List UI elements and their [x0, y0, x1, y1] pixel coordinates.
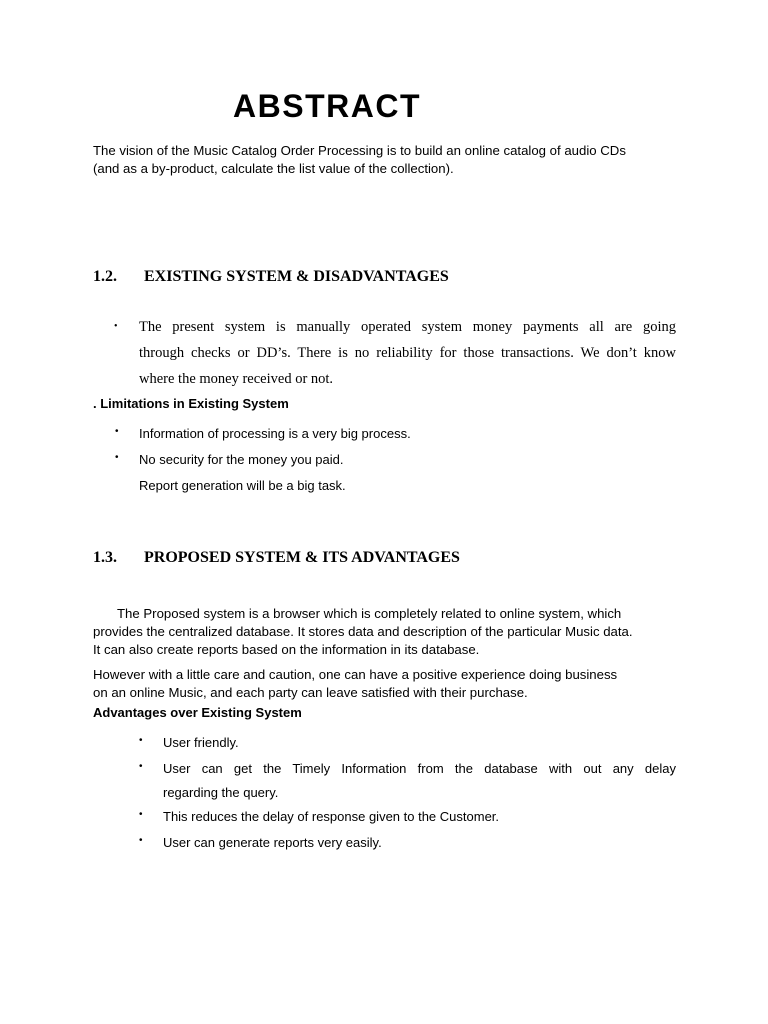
proposed-paragraph-2: [93, 666, 683, 702]
list-item-line: The present system is manually operated system money payments all are going: [139, 319, 676, 335]
advantages-heading: Advantages over Existing System: [93, 705, 302, 720]
limitations-heading: . Limitations in Existing System: [93, 396, 289, 411]
bullet-icon: •: [114, 321, 118, 332]
list-item: [115, 426, 411, 441]
bullet-icon: •: [139, 761, 143, 772]
list-item: [114, 314, 676, 392]
list-item-continuation: regarding the query.: [163, 785, 279, 800]
list-item-text: Information of processing is a very big process.: [139, 426, 411, 441]
list-item-text: This reduces the delay of response given to the Customer.: [163, 809, 500, 824]
list-item: [139, 809, 500, 824]
section-heading-proposed: [93, 548, 460, 568]
paragraph-line: The Proposed system is a browser which is completely related to online system, which: [117, 606, 622, 621]
list-item: [139, 735, 239, 750]
list-item-continuation: Report generation will be a big task.: [139, 478, 346, 493]
paragraph-line: It can also create reports based on the information in its database.: [93, 642, 480, 657]
section-title: EXISTING SYSTEM & DISADVANTAGES: [144, 268, 449, 285]
bullet-icon: •: [139, 835, 143, 846]
list-item-text: User friendly.: [163, 735, 239, 750]
section-heading-existing: [93, 267, 449, 287]
proposed-paragraph-1: [93, 605, 683, 659]
bullet-icon: •: [139, 809, 143, 820]
bullet-icon: •: [115, 452, 119, 463]
page-title: ABSTRACT: [233, 88, 421, 124]
paragraph-line: provides the centralized database. It stores data and description of the particular Music data.: [93, 624, 633, 639]
abstract-line: The vision of the Music Catalog Order Processing is to build an online catalog of audio CDs: [93, 143, 626, 158]
list-item-line: where the money received or not.: [139, 371, 334, 387]
section-number: 1.3.: [93, 549, 117, 566]
list-item-text: User can get the Timely Information from the database with out any delay: [163, 761, 676, 776]
list-item: [139, 761, 676, 776]
abstract-line: (and as a by-product, calculate the list value of the collection).: [93, 161, 454, 176]
bullet-icon: •: [115, 426, 119, 437]
section-number: 1.2.: [93, 268, 117, 285]
list-item-text: User can generate reports very easily.: [163, 835, 382, 850]
section-title: PROPOSED SYSTEM & ITS ADVANTAGES: [144, 549, 460, 566]
paragraph-line: However with a little care and caution, one can have a positive experience doing business: [93, 667, 618, 682]
list-item: [115, 452, 344, 467]
list-item-text: No security for the money you paid.: [139, 452, 344, 467]
existing-system-list: [114, 314, 676, 392]
paragraph-line: on an online Music, and each party can leave satisfied with their purchase.: [93, 685, 528, 700]
list-item: [139, 835, 382, 850]
bullet-icon: •: [139, 735, 143, 746]
list-item-line: through checks or DD’s. There is no reliability for those transactions. We don’t know: [139, 345, 676, 361]
abstract-paragraph: [93, 142, 693, 178]
